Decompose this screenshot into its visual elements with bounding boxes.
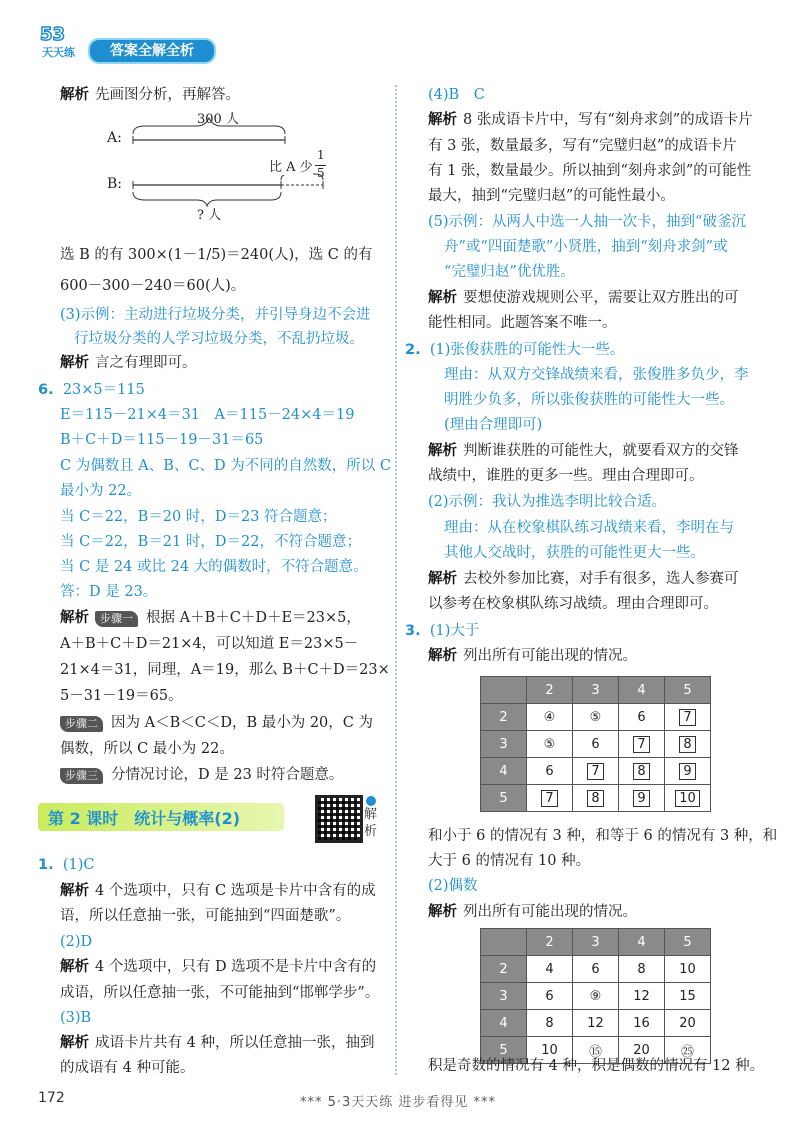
line: E＝115－21×4＝31 A＝115－24×4＝19 bbox=[60, 407, 355, 423]
line: 解析 列出所有可能出现的情况。 bbox=[428, 904, 637, 920]
line: 解析 要想使游戏规则公平，需要让双方胜出的可 bbox=[428, 290, 739, 306]
line: “完璧归赵”优优胜。 bbox=[444, 264, 575, 280]
line: 解析 判断谁获胜的可能性大，就要看双方的交锋 bbox=[428, 443, 739, 459]
diagram-row-a: A: bbox=[107, 130, 122, 146]
line: 解析 列出所有可能出现的情况。 bbox=[428, 648, 637, 664]
line: 当 C＝22，B＝21 时，D＝22，不符合题意； bbox=[60, 534, 361, 550]
line: 当 C＝22，B＝20 时，D＝23 符合题意； bbox=[60, 509, 337, 525]
line: (2)D bbox=[60, 934, 93, 950]
table-row: 2 ④ ⑤ 6 7 bbox=[481, 704, 711, 731]
play-icon[interactable] bbox=[366, 796, 376, 806]
line: 解析 成语卡片共有 4 种，所以任意抽一张，抽到 bbox=[60, 1035, 375, 1051]
line: 以参考在校象棋队练习战绩。理由合理即可。 bbox=[428, 596, 718, 612]
step-badge: 步骤一 bbox=[95, 611, 138, 627]
line: 有 1 张，数量最少。所以抽到“刻舟求剑”的可能性 bbox=[428, 163, 752, 179]
diagram-row-b: B: bbox=[107, 176, 123, 192]
line: A＋B＋C＋D＝21×4，可以知道 E＝23×5－ bbox=[60, 636, 359, 652]
line: 解析 4 个选项中，只有 C 选项是卡片中含有的成 bbox=[60, 883, 376, 899]
qr-label: 解析 bbox=[364, 807, 378, 839]
line: 解析 步骤一 根据 A＋B＋C＋D＋E＝23×5， bbox=[60, 610, 361, 626]
line: 最小为 22。 bbox=[60, 483, 142, 499]
line: 步骤二 因为 A＜B＜C＜D，B 最小为 20，C 为 bbox=[60, 713, 373, 733]
table-row: 3 ⑤ 6 7 8 bbox=[481, 731, 711, 758]
line: 舟”或“四面楚歌”小贤胜，抽到“刻舟求剑”或 bbox=[444, 239, 728, 255]
line: 积是奇数的情况有 4 种，积是偶数的情况有 12 种。 bbox=[428, 1058, 765, 1074]
line: 行垃圾分类的人学习垃圾分类，不乱扔垃圾。 bbox=[74, 331, 364, 347]
table-header-row: 2 3 4 5 bbox=[481, 677, 711, 704]
table-row: 4 8 12 16 20 bbox=[481, 1010, 711, 1037]
line: (2)示例：我认为推选李明比较合适。 bbox=[428, 494, 667, 510]
diagram-top-label: 300 人 bbox=[197, 112, 239, 127]
line: 选 B 的有 300×(1－1/5)＝240(人)，选 C 的有 bbox=[60, 247, 373, 263]
line: 理由：从双方交锋战绩来看，张俊胜多负少，李 bbox=[444, 367, 749, 383]
line: C 为偶数且 A、B、C、D 为不同的自然数，所以 C bbox=[60, 458, 391, 474]
diagram-frac-d: 5 bbox=[317, 166, 325, 180]
line: 解析 4 个选项中，只有 D 选项不是卡片中含有的 bbox=[60, 959, 377, 975]
line: 最大，抽到“完璧归赵”的可能性最小。 bbox=[428, 188, 675, 204]
svg-text:53: 53 bbox=[40, 24, 66, 45]
line: 有 3 张，数量最多，写有“完璧归赵”的成语卡片 bbox=[428, 138, 737, 154]
header-badge: 答案全解全析 bbox=[88, 38, 216, 64]
line: 其他人交战时，获胜的可能性更大一些。 bbox=[444, 545, 705, 561]
product-table bbox=[480, 928, 711, 1064]
line: 明胜少负多，所以张俊获胜的可能性大一些。 bbox=[444, 392, 734, 408]
line: (5)示例：从两人中选一人抽一次卡，抽到“破釜沉 bbox=[428, 214, 746, 230]
line: 21×4＝31，同理，A＝19，那么 B＋C＋D＝23× bbox=[60, 662, 390, 678]
table-row: 5 10 ⑮ 20 ㉕ bbox=[481, 1037, 711, 1064]
analysis-tag: 解析 bbox=[60, 87, 89, 103]
question-3: 3. (1)大于 bbox=[405, 623, 480, 639]
line: B＋C＋D＝115－19－31＝65 bbox=[60, 432, 264, 448]
footer-slogan: *** 5·3天天练 进步看得见 *** bbox=[299, 1095, 497, 1110]
line: 大于 6 的情况有 10 种。 bbox=[428, 853, 591, 869]
diagram-frac-n: 1 bbox=[317, 148, 325, 162]
svg-text:天天练: 天天练 bbox=[42, 46, 75, 59]
line: 解析 言之有理即可。 bbox=[60, 355, 197, 371]
line: (4)B C bbox=[428, 87, 485, 103]
logo bbox=[38, 22, 84, 60]
segment-diagram bbox=[105, 110, 345, 223]
question-1: 1. (1)C bbox=[38, 857, 95, 873]
line: (3)B bbox=[60, 1010, 92, 1026]
step-badge: 步骤二 bbox=[60, 716, 103, 732]
line: 当 C 是 24 或比 24 大的偶数时，不符合题意。 bbox=[60, 559, 368, 575]
line: (3)示例：主动进行垃圾分类，并引导身边不会进 bbox=[60, 307, 371, 323]
line: 5－31－19＝65。 bbox=[60, 688, 183, 704]
table-row: 5 7 8 9 10 bbox=[481, 785, 711, 812]
line: 步骤三 分情况讨论，D 是 23 时符合题意。 bbox=[60, 765, 343, 785]
table-row: 2 4 6 8 10 bbox=[481, 956, 711, 983]
section-title-text: 第 2 课时 统计与概率(2) bbox=[48, 809, 241, 828]
line: 600－300－240＝60(人)。 bbox=[60, 278, 246, 294]
question-6: 6. 23×5＝115 bbox=[38, 382, 145, 398]
line: (2)偶数 bbox=[428, 878, 478, 894]
column-divider bbox=[395, 85, 397, 1075]
line: 的成语有 4 种可能。 bbox=[60, 1060, 195, 1076]
table-row: 4 6 7 8 9 bbox=[481, 758, 711, 785]
line: 解析 去校外参加比赛，对手有很多，选人参赛可 bbox=[428, 571, 739, 587]
sum-table bbox=[480, 676, 711, 812]
line: 战绩中，谁胜的更多一些。理由合理即可。 bbox=[428, 468, 704, 484]
table-row: 3 6 ⑨ 12 15 bbox=[481, 983, 711, 1010]
line: 理由：从在校象棋队练习战绩来看，李明在与 bbox=[444, 520, 734, 536]
line: 解析 8 张成语卡片中，写有“刻舟求剑”的成语卡片 bbox=[428, 112, 753, 128]
line: 语，所以任意抽一张，可能抽到“四面楚歌”。 bbox=[60, 908, 351, 924]
diagram-less-label: 比 A 少 bbox=[269, 156, 313, 175]
table-header-row: 2 3 4 5 bbox=[481, 929, 711, 956]
line: 能性相同。此题答案不唯一。 bbox=[428, 315, 617, 331]
question-2: 2. (1)张俊获胜的可能性大一些。 bbox=[405, 342, 625, 358]
page-number: 172 bbox=[38, 1090, 65, 1106]
step-badge: 步骤三 bbox=[60, 768, 103, 784]
qr-code[interactable] bbox=[315, 795, 363, 843]
section-title bbox=[38, 803, 284, 831]
line: 成语，所以任意抽一张，不可能抽到“邯郸学步”。 bbox=[60, 985, 380, 1001]
logo-mark bbox=[38, 22, 84, 60]
line: (理由合理即可) bbox=[444, 417, 543, 433]
diagram-bottom-label: ? 人 bbox=[197, 208, 222, 223]
line: 解析 先画图分析，再解答。 bbox=[60, 87, 240, 103]
line: 答：D 是 23。 bbox=[60, 584, 158, 600]
line: 偶数，所以 C 最小为 22。 bbox=[60, 741, 234, 757]
line: 和小于 6 的情况有 3 种，和等于 6 的情况有 3 种，和 bbox=[428, 828, 778, 844]
